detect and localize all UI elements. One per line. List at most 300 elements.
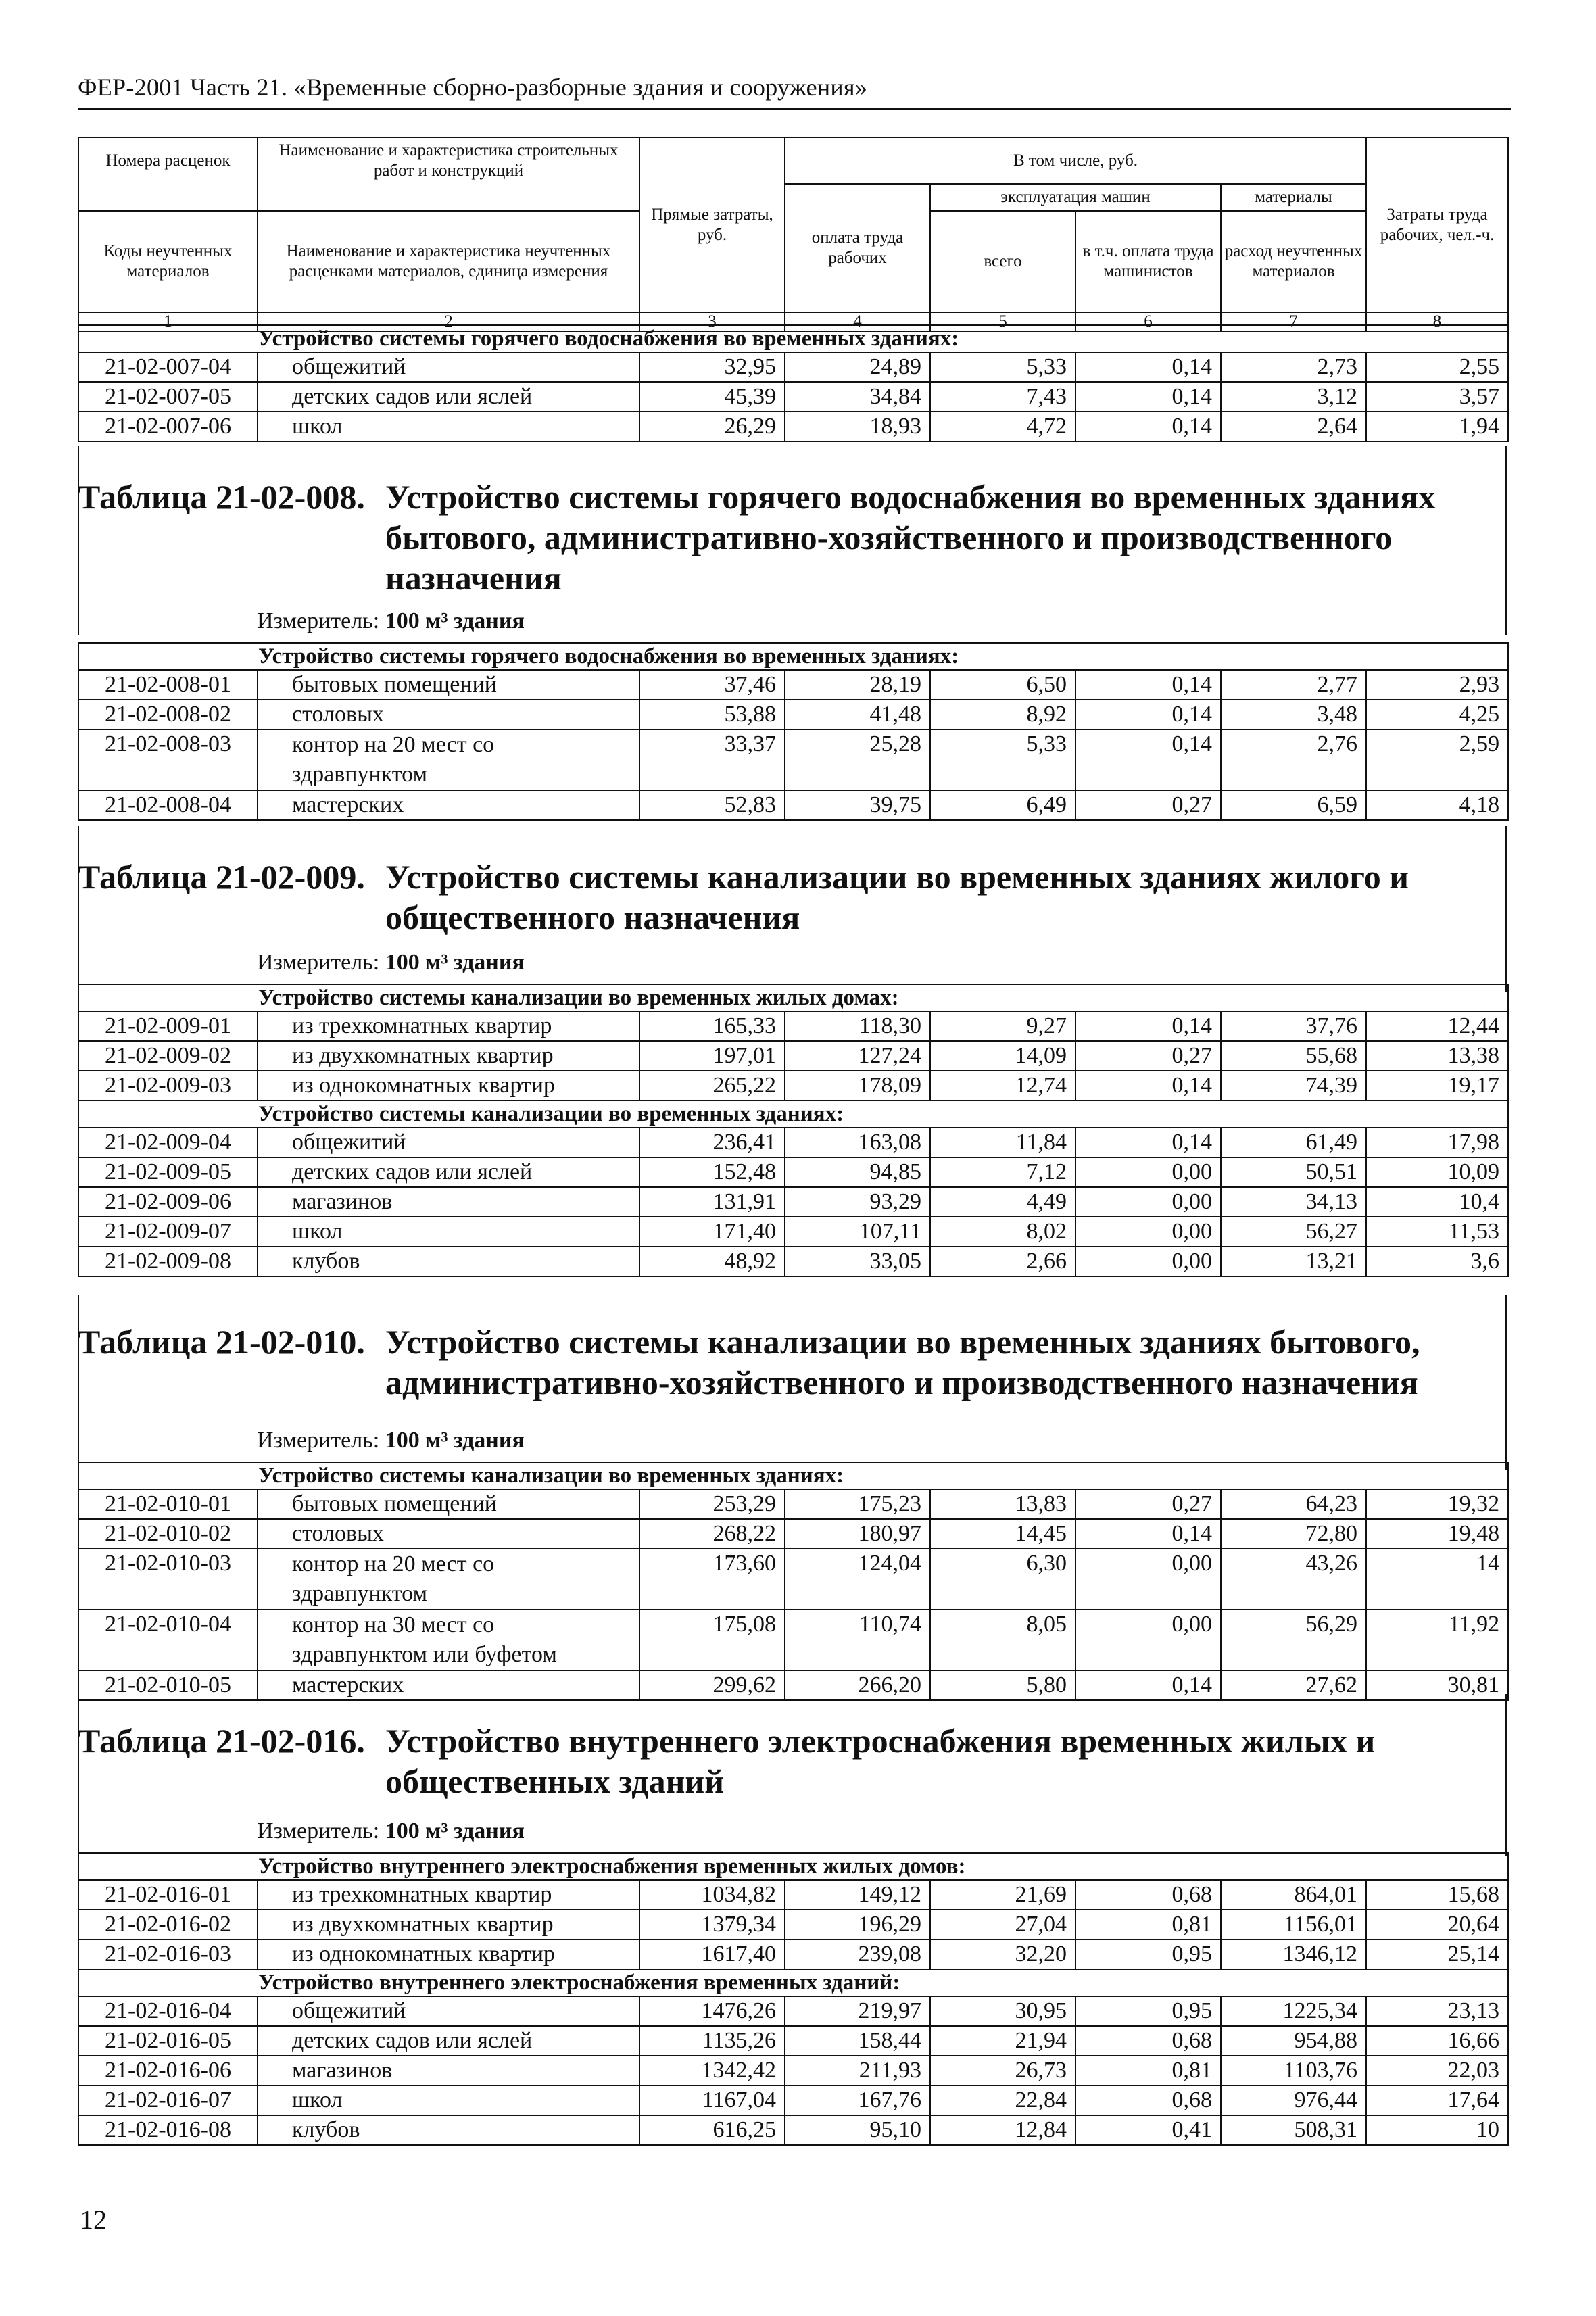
table-row: [78, 2056, 1508, 2085]
value-cell: 4,49: [930, 1187, 1075, 1217]
value-cell: 2,77: [1221, 670, 1366, 700]
work-name-cell: школ: [258, 2085, 639, 2115]
value-cell: 0,14: [1075, 382, 1221, 412]
rate-code-cell: 21-02-007-06: [78, 412, 258, 441]
value-cell: 3,48: [1221, 700, 1366, 729]
value-cell: 19,17: [1366, 1071, 1508, 1101]
col-number: 4: [785, 312, 930, 331]
table-caption: Устройство системы горячего водоснабжения во временных зданиях бытового, административно-хозяйственного и производственного назначения: [385, 478, 1436, 597]
work-name-cell: контор на 30 мест со здравпунктом или буфетом: [258, 1610, 639, 1670]
value-cell: 41,48: [785, 700, 930, 729]
rate-code-cell: 21-02-016-02: [78, 1910, 258, 1939]
value-cell: 196,29: [785, 1910, 930, 1939]
rate-code-cell: 21-02-010-05: [78, 1670, 258, 1700]
value-cell: 13,21: [1221, 1247, 1366, 1276]
table-caption: Устройство системы канализации во временных зданиях жилого и общественного назначения: [385, 858, 1409, 936]
work-name-cell: из двухкомнатных квартир: [258, 1910, 639, 1939]
table-row: [78, 1128, 1508, 1157]
value-cell: 0,14: [1075, 1519, 1221, 1549]
value-cell: 39,75: [785, 790, 930, 820]
table-row: [78, 1011, 1508, 1041]
value-cell: 954,88: [1221, 2026, 1366, 2056]
value-cell: 14,45: [930, 1519, 1075, 1549]
value-cell: 6,30: [930, 1549, 1075, 1610]
work-name-cell: из двухкомнатных квартир: [258, 1041, 639, 1071]
value-cell: 33,37: [639, 729, 785, 790]
value-cell: 110,74: [785, 1610, 930, 1670]
value-cell: 0,14: [1075, 412, 1221, 441]
subheading: Устройство внутреннего электроснабжения временных жилых домов:: [78, 1853, 1508, 1880]
table-row: [78, 1041, 1508, 1071]
measure-value: 100 м³ здания: [385, 950, 525, 975]
col-number: 8: [1366, 312, 1508, 331]
value-cell: 53,88: [639, 700, 785, 729]
subheading: Устройство системы канализации во временных зданиях:: [78, 1101, 1508, 1128]
subheading: Устройство системы горячего водоснабжения во временных зданиях:: [78, 643, 1508, 670]
value-cell: 5,33: [930, 352, 1075, 382]
work-name-cell: магазинов: [258, 2056, 639, 2085]
value-cell: 93,29: [785, 1187, 930, 1217]
value-cell: 64,23: [1221, 1489, 1366, 1519]
work-name-cell: клубов: [258, 2115, 639, 2145]
value-cell: 94,85: [785, 1157, 930, 1187]
value-cell: 158,44: [785, 2026, 930, 2056]
value-cell: 0,00: [1075, 1610, 1221, 1670]
value-cell: 6,59: [1221, 790, 1366, 820]
value-cell: 14,09: [930, 1041, 1075, 1071]
value-cell: 61,49: [1221, 1128, 1366, 1157]
value-cell: 74,39: [1221, 1071, 1366, 1101]
value-cell: 25,28: [785, 729, 930, 790]
rate-code-cell: 21-02-009-05: [78, 1157, 258, 1187]
rate-code-cell: 21-02-016-04: [78, 1996, 258, 2026]
value-cell: 20,64: [1366, 1910, 1508, 1939]
rate-code-cell: 21-02-009-02: [78, 1041, 258, 1071]
value-cell: 26,73: [930, 2056, 1075, 2085]
rate-code-cell: 21-02-016-06: [78, 2056, 258, 2085]
column-header-table: [78, 137, 1509, 332]
table-21-02-010: [78, 1462, 1509, 1701]
value-cell: 11,92: [1366, 1610, 1508, 1670]
value-cell: 17,64: [1366, 2085, 1508, 2115]
table-row: [78, 1489, 1508, 1519]
table-row: [78, 670, 1508, 700]
value-cell: 236,41: [639, 1128, 785, 1157]
value-cell: 0,14: [1075, 1071, 1221, 1101]
value-cell: 11,84: [930, 1128, 1075, 1157]
value-cell: 27,04: [930, 1910, 1075, 1939]
table-label: Таблица 21-02-009.: [78, 858, 365, 896]
value-cell: 22,84: [930, 2085, 1075, 2115]
value-cell: 127,24: [785, 1041, 930, 1071]
table-label: Таблица 21-02-016.: [78, 1722, 365, 1760]
measure-label: Измеритель:: [257, 1428, 380, 1453]
table-title-21-02-009: [78, 857, 1409, 936]
table-21-02-009: [78, 984, 1509, 1277]
header-machines-total: всего: [930, 211, 1075, 312]
value-cell: 197,01: [639, 1041, 785, 1071]
col-number: 6: [1075, 312, 1221, 331]
value-cell: 0,14: [1075, 352, 1221, 382]
value-cell: 6,49: [930, 790, 1075, 820]
col-number: 3: [639, 312, 785, 331]
value-cell: 2,59: [1366, 729, 1508, 790]
value-cell: 173,60: [639, 1549, 785, 1610]
rate-code-cell: 21-02-008-04: [78, 790, 258, 820]
value-cell: 0,14: [1075, 1011, 1221, 1041]
work-name-cell: магазинов: [258, 1187, 639, 1217]
value-cell: 167,76: [785, 2085, 930, 2115]
value-cell: 163,08: [785, 1128, 930, 1157]
value-cell: 18,93: [785, 412, 930, 441]
value-cell: 0,14: [1075, 1670, 1221, 1700]
value-cell: 1034,82: [639, 1880, 785, 1910]
value-cell: 0,81: [1075, 2056, 1221, 2085]
work-name-cell: школ: [258, 1217, 639, 1247]
work-name-cell: мастерских: [258, 790, 639, 820]
value-cell: 0,41: [1075, 2115, 1221, 2145]
value-cell: 239,08: [785, 1939, 930, 1969]
value-cell: 50,51: [1221, 1157, 1366, 1187]
value-cell: 34,84: [785, 382, 930, 412]
table-row: [78, 2026, 1508, 2056]
table-row: [78, 1071, 1508, 1101]
header-machines: эксплуатация машин: [930, 184, 1221, 211]
value-cell: 12,84: [930, 2115, 1075, 2145]
value-cell: 0,00: [1075, 1187, 1221, 1217]
rate-code-cell: 21-02-008-03: [78, 729, 258, 790]
rate-code-cell: 21-02-009-04: [78, 1128, 258, 1157]
value-cell: 12,44: [1366, 1011, 1508, 1041]
rate-code-cell: 21-02-016-08: [78, 2115, 258, 2145]
value-cell: 268,22: [639, 1519, 785, 1549]
value-cell: 12,74: [930, 1071, 1075, 1101]
value-cell: 28,19: [785, 670, 930, 700]
header-name: Наименование и характеристика строительных работ и конструкций: [258, 137, 639, 184]
value-cell: 0,81: [1075, 1910, 1221, 1939]
value-cell: 1135,26: [639, 2026, 785, 2056]
value-cell: 5,80: [930, 1670, 1075, 1700]
table-row: [78, 352, 1508, 382]
work-name-cell: общежитий: [258, 1128, 639, 1157]
value-cell: 22,03: [1366, 2056, 1508, 2085]
table-row: [78, 412, 1508, 441]
value-cell: 11,53: [1366, 1217, 1508, 1247]
value-cell: 0,14: [1075, 729, 1221, 790]
value-cell: 508,31: [1221, 2115, 1366, 2145]
value-cell: 976,44: [1221, 2085, 1366, 2115]
value-cell: 7,12: [930, 1157, 1075, 1187]
measure-label: Измеритель:: [257, 1818, 380, 1843]
header-machinist-wages: в т.ч. оплата труда машинистов: [1075, 211, 1221, 312]
value-cell: 253,29: [639, 1489, 785, 1519]
rate-code-cell: 21-02-007-04: [78, 352, 258, 382]
value-cell: 37,76: [1221, 1011, 1366, 1041]
value-cell: 32,95: [639, 352, 785, 382]
value-cell: 9,27: [930, 1011, 1075, 1041]
work-name-cell: общежитий: [258, 1996, 639, 2026]
value-cell: 4,72: [930, 412, 1075, 441]
rate-code-cell: 21-02-016-07: [78, 2085, 258, 2115]
table-row: [78, 1217, 1508, 1247]
value-cell: 1476,26: [639, 1996, 785, 2026]
table-title-21-02-010: [78, 1322, 1420, 1401]
rate-code-cell: 21-02-007-05: [78, 382, 258, 412]
measure-label: Измеритель:: [257, 608, 380, 633]
value-cell: 16,66: [1366, 2026, 1508, 2056]
col-number: 2: [258, 312, 639, 331]
work-name-cell: столовых: [258, 1519, 639, 1549]
value-cell: 10: [1366, 2115, 1508, 2145]
value-cell: 13,38: [1366, 1041, 1508, 1071]
value-cell: 0,14: [1075, 670, 1221, 700]
value-cell: 152,48: [639, 1157, 785, 1187]
table-label: Таблица 21-02-010.: [78, 1323, 365, 1361]
value-cell: 211,93: [785, 2056, 930, 2085]
work-name-cell: школ: [258, 412, 639, 441]
value-cell: 21,94: [930, 2026, 1075, 2056]
value-cell: 0,68: [1075, 2026, 1221, 2056]
rate-code-cell: 21-02-009-06: [78, 1187, 258, 1217]
value-cell: 165,33: [639, 1011, 785, 1041]
table-row: [78, 1549, 1508, 1610]
work-name-cell: детских садов или яслей: [258, 2026, 639, 2056]
header-codes: Номера расценок: [78, 137, 258, 184]
value-cell: 30,81: [1366, 1670, 1508, 1700]
value-cell: 4,18: [1366, 790, 1508, 820]
value-cell: 299,62: [639, 1670, 785, 1700]
value-cell: 1379,34: [639, 1910, 785, 1939]
value-cell: 265,22: [639, 1071, 785, 1101]
value-cell: 107,11: [785, 1217, 930, 1247]
page-number: 12: [80, 2204, 107, 2235]
measure-line: [257, 950, 525, 975]
table-row: [78, 1910, 1508, 1939]
work-name-cell: из однокомнатных квартир: [258, 1071, 639, 1101]
table-caption: Устройство системы канализации во временных зданиях бытового, административно-хозяйственного и производственного назначения: [385, 1323, 1420, 1401]
value-cell: 266,20: [785, 1670, 930, 1700]
value-cell: 1225,34: [1221, 1996, 1366, 2026]
value-cell: 56,29: [1221, 1610, 1366, 1670]
col-number: 7: [1221, 312, 1366, 331]
value-cell: 219,97: [785, 1996, 930, 2026]
value-cell: 4,25: [1366, 700, 1508, 729]
value-cell: 33,05: [785, 1247, 930, 1276]
value-cell: 30,95: [930, 1996, 1075, 2026]
value-cell: 32,20: [930, 1939, 1075, 1969]
value-cell: 15,68: [1366, 1880, 1508, 1910]
measure-label: Измеритель:: [257, 950, 380, 975]
value-cell: 56,27: [1221, 1217, 1366, 1247]
value-cell: 95,10: [785, 2115, 930, 2145]
value-cell: 2,66: [930, 1247, 1075, 1276]
value-cell: 0,27: [1075, 1041, 1221, 1071]
value-cell: 864,01: [1221, 1880, 1366, 1910]
value-cell: 26,29: [639, 412, 785, 441]
table-caption: Устройство внутреннего электроснабжения временных жилых и общественных зданий: [385, 1722, 1376, 1800]
measure-line: [257, 1818, 525, 1844]
value-cell: 25,14: [1366, 1939, 1508, 1969]
header-materials: материалы: [1221, 184, 1366, 211]
work-name-cell: бытовых помещений: [258, 670, 639, 700]
value-cell: 1103,76: [1221, 2056, 1366, 2085]
value-cell: 19,48: [1366, 1519, 1508, 1549]
value-cell: 0,27: [1075, 1489, 1221, 1519]
table-21-02-008: [78, 642, 1509, 821]
value-cell: 2,93: [1366, 670, 1508, 700]
value-cell: 7,43: [930, 382, 1075, 412]
value-cell: 2,64: [1221, 412, 1366, 441]
value-cell: 0,14: [1075, 1128, 1221, 1157]
table-title-21-02-016: [78, 1720, 1376, 1800]
value-cell: 149,12: [785, 1880, 930, 1910]
work-name-cell: детских садов или яслей: [258, 382, 639, 412]
table-row: [78, 1519, 1508, 1549]
header-material-use: расход неучтенных материалов: [1221, 211, 1366, 312]
value-cell: 1346,12: [1221, 1939, 1366, 1969]
rate-code-cell: 21-02-010-04: [78, 1610, 258, 1670]
table-row: [78, 1939, 1508, 1969]
value-cell: 13,83: [930, 1489, 1075, 1519]
header-labor-costs: Затраты труда рабочих, чел.-ч.: [1366, 137, 1508, 312]
rate-code-cell: 21-02-010-03: [78, 1549, 258, 1610]
value-cell: 2,73: [1221, 352, 1366, 382]
rate-code-cell: 21-02-009-03: [78, 1071, 258, 1101]
value-cell: 27,62: [1221, 1670, 1366, 1700]
value-cell: 17,98: [1366, 1128, 1508, 1157]
value-cell: 19,32: [1366, 1489, 1508, 1519]
table-top-block: [78, 324, 1509, 442]
value-cell: 0,00: [1075, 1157, 1221, 1187]
value-cell: 2,55: [1366, 352, 1508, 382]
measure-line: [257, 1428, 525, 1453]
value-cell: 178,09: [785, 1071, 930, 1101]
value-cell: 1,94: [1366, 412, 1508, 441]
value-cell: 0,95: [1075, 1939, 1221, 1969]
work-name-cell: столовых: [258, 700, 639, 729]
table-row: [78, 382, 1508, 412]
work-name-cell: бытовых помещений: [258, 1489, 639, 1519]
value-cell: 24,89: [785, 352, 930, 382]
value-cell: 3,6: [1366, 1247, 1508, 1276]
value-cell: 171,40: [639, 1217, 785, 1247]
rate-code-cell: 21-02-010-02: [78, 1519, 258, 1549]
table-row: [78, 1996, 1508, 2026]
value-cell: 0,00: [1075, 1549, 1221, 1610]
rate-code-cell: 21-02-008-02: [78, 700, 258, 729]
measure-line: [257, 608, 525, 634]
work-name-cell: клубов: [258, 1247, 639, 1276]
subheading: Устройство внутреннего электроснабжения временных зданий:: [78, 1969, 1508, 1996]
table-row: [78, 1187, 1508, 1217]
table-row: [78, 1157, 1508, 1187]
running-header: ФЕР-2001 Часть 21. «Временные сборно-разборные здания и сооружения»: [78, 74, 868, 101]
value-cell: 124,04: [785, 1549, 930, 1610]
table-row: [78, 2115, 1508, 2145]
value-cell: 0,95: [1075, 1996, 1221, 2026]
rate-code-cell: 21-02-016-01: [78, 1880, 258, 1910]
value-cell: 43,26: [1221, 1549, 1366, 1610]
rate-code-cell: 21-02-009-01: [78, 1011, 258, 1041]
subheading: Устройство системы горячего водоснабжения во временных зданиях:: [78, 325, 1508, 352]
table-row: [78, 1247, 1508, 1276]
header-direct-costs: Прямые затраты, руб.: [639, 137, 785, 312]
header-including: В том числе, руб.: [785, 137, 1366, 184]
table-row: [78, 700, 1508, 729]
value-cell: 0,00: [1075, 1247, 1221, 1276]
value-cell: 34,13: [1221, 1187, 1366, 1217]
rate-code-cell: 21-02-016-05: [78, 2026, 258, 2056]
value-cell: 55,68: [1221, 1041, 1366, 1071]
value-cell: 118,30: [785, 1011, 930, 1041]
table-row: [78, 790, 1508, 820]
rate-code-cell: 21-02-009-07: [78, 1217, 258, 1247]
table-row: [78, 1610, 1508, 1670]
value-cell: 1156,01: [1221, 1910, 1366, 1939]
value-cell: 3,12: [1221, 382, 1366, 412]
table-row: [78, 2085, 1508, 2115]
rate-code-cell: 21-02-016-03: [78, 1939, 258, 1969]
value-cell: 175,08: [639, 1610, 785, 1670]
value-cell: 0,14: [1075, 700, 1221, 729]
rate-code-cell: 21-02-009-08: [78, 1247, 258, 1276]
value-cell: 175,23: [785, 1489, 930, 1519]
measure-value: 100 м³ здания: [385, 608, 525, 633]
value-cell: 21,69: [930, 1880, 1075, 1910]
measure-value: 100 м³ здания: [385, 1818, 525, 1843]
value-cell: 180,97: [785, 1519, 930, 1549]
value-cell: 2,76: [1221, 729, 1366, 790]
work-name-cell: детских садов или яслей: [258, 1157, 639, 1187]
value-cell: 72,80: [1221, 1519, 1366, 1549]
col-number: 1: [78, 312, 258, 331]
value-cell: 6,50: [930, 670, 1075, 700]
value-cell: 0,00: [1075, 1217, 1221, 1247]
table-row: [78, 729, 1508, 790]
value-cell: 1167,04: [639, 2085, 785, 2115]
value-cell: 8,05: [930, 1610, 1075, 1670]
value-cell: 0,27: [1075, 790, 1221, 820]
table-21-02-016: [78, 1852, 1509, 2146]
value-cell: 48,92: [639, 1247, 785, 1276]
table-row: [78, 1880, 1508, 1910]
work-name-cell: общежитий: [258, 352, 639, 382]
header-material-name: Наименование и характеристика неучтенных расценками материалов, единица измерения: [258, 211, 639, 312]
value-cell: 616,25: [639, 2115, 785, 2145]
value-cell: 14: [1366, 1549, 1508, 1610]
value-cell: 10,4: [1366, 1187, 1508, 1217]
rate-code-cell: 21-02-008-01: [78, 670, 258, 700]
value-cell: 1617,40: [639, 1939, 785, 1969]
value-cell: 52,83: [639, 790, 785, 820]
work-name-cell: мастерских: [258, 1670, 639, 1700]
value-cell: 131,91: [639, 1187, 785, 1217]
subheading: Устройство системы канализации во временных зданиях:: [78, 1462, 1508, 1489]
col-number: 5: [930, 312, 1075, 331]
table-label: Таблица 21-02-008.: [78, 478, 365, 516]
work-name-cell: из трехкомнатных квартир: [258, 1011, 639, 1041]
value-cell: 0,68: [1075, 2085, 1221, 2115]
work-name-cell: контор на 20 мест со здравпунктом: [258, 1549, 639, 1610]
value-cell: 8,02: [930, 1217, 1075, 1247]
table-title-21-02-008: [78, 477, 1436, 597]
work-name-cell: контор на 20 мест со здравпунктом: [258, 729, 639, 790]
value-cell: 3,57: [1366, 382, 1508, 412]
measure-value: 100 м³ здания: [385, 1428, 525, 1453]
header-wages: оплата труда рабочих: [785, 184, 930, 312]
header-material-codes: Коды неучтенных материалов: [78, 211, 258, 312]
subheading: Устройство системы канализации во временных жилых домах:: [78, 984, 1508, 1011]
